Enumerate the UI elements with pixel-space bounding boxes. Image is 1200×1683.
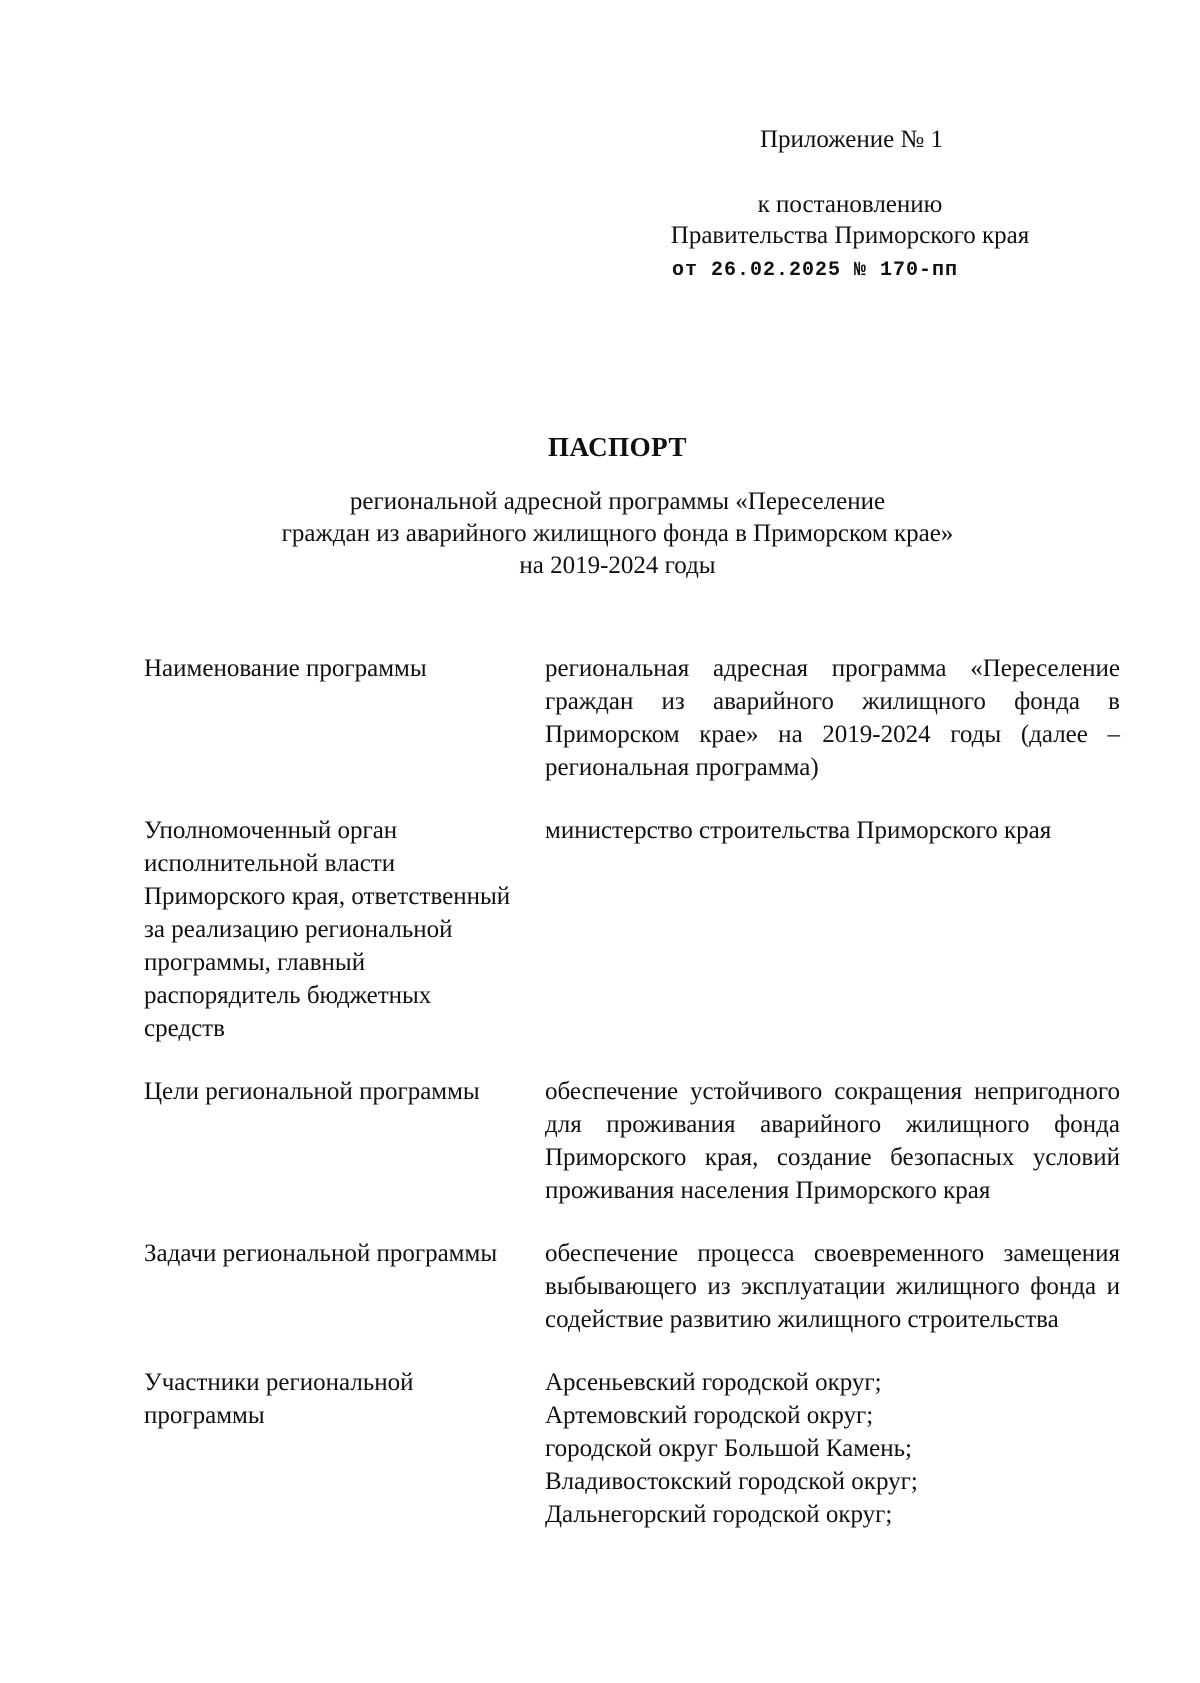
row-value-tasks: обеспечение процесса своевременного замещения выбывающего из эксплуатации жилищного фонда и содействие развитию жилищного строительства <box>545 1240 1120 1333</box>
decree-reference <box>600 189 1100 251</box>
passport-row-goals <box>144 1075 1120 1207</box>
subtitle-line-2: граждан из аварийного жилищного фонда в Приморском крае» <box>281 520 954 547</box>
passport-row-participants <box>144 1366 1120 1531</box>
subtitle-line-1: региональной адресной программы «Переселение <box>349 488 886 515</box>
document-title: ПАСПОРТ <box>548 432 687 462</box>
participant-item: городской округ Большой Камень; <box>545 1435 912 1462</box>
subtitle-line-3: на 2019-2024 годы <box>519 552 716 579</box>
row-label-participants: Участники региональной программы <box>144 1369 414 1429</box>
appendix-label: Приложение № 1 <box>760 126 944 153</box>
decree-line-1: к постановлению <box>757 191 943 218</box>
passport-row-authority <box>144 814 1120 1045</box>
decree-date-stamp: от 26.02.2025 № 170-пп <box>672 259 959 282</box>
participant-item: Арсеньевский городской округ; <box>545 1369 882 1396</box>
passport-row-name <box>144 652 1120 784</box>
document-subtitle <box>0 486 1200 582</box>
passport-table <box>144 652 1120 1561</box>
row-value-name: региональная адресная программа «Переселение граждан из аварийного жилищного фонда в Приморском крае» на 2019-2024 годы (далее – региональная программа) <box>545 655 1120 781</box>
participant-item: Дальнегорский городской округ; <box>545 1501 893 1528</box>
passport-row-tasks <box>144 1237 1120 1336</box>
row-label-goals: Цели региональной программы <box>144 1078 480 1105</box>
row-label-tasks: Задачи региональной программы <box>144 1240 498 1267</box>
participants-list <box>545 1366 1120 1531</box>
row-value-goals: обеспечение устойчивого сокращения непригодного для проживания аварийного жилищного фонда Приморского края, создание безопасных условий проживания населения Приморского края <box>545 1078 1120 1204</box>
decree-line-2: Правительства Приморского края <box>670 222 1030 249</box>
row-label-authority: Уполномоченный орган исполнительной власти Приморского края, ответственный за реализацию региональной программы, главный распорядитель бюджетных средств <box>144 817 511 1042</box>
row-value-participants <box>545 1366 1120 1531</box>
participant-item: Владивостокский городской округ; <box>545 1468 918 1495</box>
row-value-authority: министерство строительства Приморского края <box>545 817 1052 844</box>
row-label-name: Наименование программы <box>144 655 427 682</box>
participant-item: Артемовский городской округ; <box>545 1402 874 1429</box>
